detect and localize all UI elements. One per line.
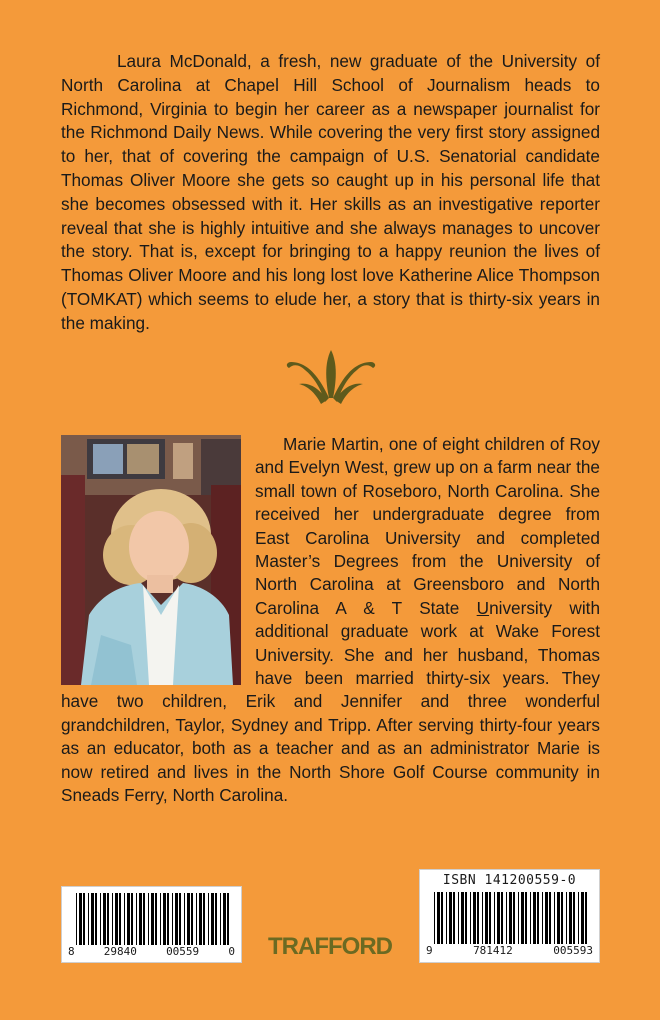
floral-ornament-icon (285, 348, 377, 406)
barcode-bars (72, 893, 232, 945)
photo-wrap-space (61, 433, 255, 689)
barcode-left (61, 886, 242, 963)
author-bio-text: Marie Martin, one of eight children of Roy and Evelyn West, grew up on a farm near the small town of Roseboro, North Carolina. She received her undergraduate degree from East Carolina University and completed Master’s Degrees from the University of North Carolina at Greensboro and North Carolina A & T State University with additional graduate work at Wake Forest University. She and her husband, Thomas have been married thirty-six years. They have two children, Erik and Jennifer and three wonderful grandchildren, Taylor, Sydney and Tripp. After serving thirty-four years as an educator, both as a teacher and as an administrator Marie is now retired and lives in the North Shore Golf Course community in Sneads Ferry, North Carolina. (61, 434, 600, 806)
barcode-left-digits: 8 29840 00559 0 (68, 945, 235, 958)
trafford-logo (266, 930, 394, 960)
barcode-right (419, 869, 600, 963)
svg-text:TRAFFORD: TRAFFORD (268, 933, 392, 960)
isbn-label: ISBN 141200559-0 (442, 873, 577, 888)
author-bio (61, 433, 600, 808)
back-cover-blurb: Laura McDonald, a fresh, new graduate of the University of North Carolina at Chapel Hill School of Journalism heads to Richmond, Virginia to begin her career as a newspaper journalist for the Richmond Daily News. While covering the very first story assigned to her, that of covering the campaign of U.S. Senatorial candidate Thomas Oliver Moore she gets so caught up in his personal life that she becomes obsessed with it. Her skills as an investigative reporter reveal that she is highly intuitive and she always manages to uncover the story. That is, except for bringing to a happy reunion the lives of Thomas Oliver Moore and his long lost love Katherine Alice Thompson (TOMKAT) which seems to elude her, a story that is thirty-six years in the making. (61, 51, 600, 333)
barcode-bars (430, 892, 590, 944)
barcode-right-digits: 9 781412 005593 (426, 944, 593, 957)
